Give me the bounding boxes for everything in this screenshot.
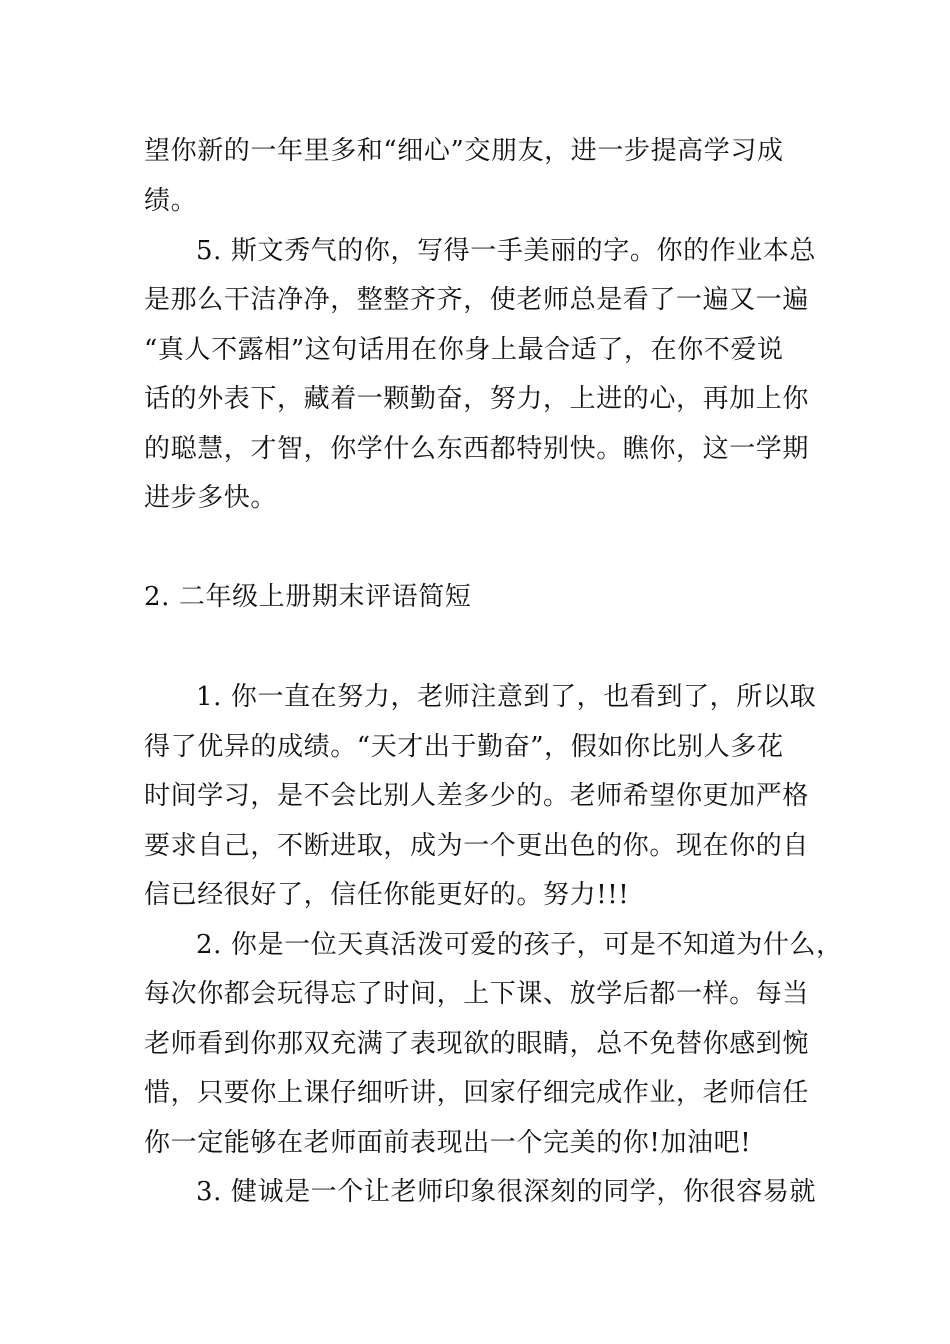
item-5-line: 5. 斯文秀气的你，写得一手美丽的字。你的作业本总 bbox=[196, 236, 817, 266]
item-2-line: 老师看到你那双充满了表现欲的眼睛，总不免替你感到惋 bbox=[144, 1029, 810, 1059]
item-5-line: “真人不露相”这句话用在你身上最合适了，在你不爱说 bbox=[144, 335, 784, 365]
item-5-line: 的聪慧，才智，你学什么东西都特别快。瞧你，这一学期 bbox=[144, 434, 810, 464]
item-3-line: 3. 健诚是一个让老师印象很深刻的同学，你很容易就 bbox=[196, 1177, 817, 1207]
item-1-line: 要求自己，不断进取，成为一个更出色的你。现在你的自 bbox=[144, 831, 810, 861]
item-5-line: 话的外表下，藏着一颗勤奋，努力，上进的心，再加上你 bbox=[144, 384, 810, 414]
item-2-line: 惜，只要你上课仔细听讲，回家仔细完成作业，老师信任 bbox=[144, 1078, 810, 1108]
item-1-line: 信已经很好了，信任你能更好的。努力!!! bbox=[144, 880, 630, 910]
item-2-line: 2. 你是一位天真活泼可爱的孩子，可是不知道为什么， bbox=[196, 930, 843, 960]
item-1-line: 1. 你一直在努力，老师注意到了，也看到了，所以取 bbox=[196, 682, 817, 712]
item-1-line: 时间学习，是不会比别人差多少的。老师希望你更加严格 bbox=[144, 781, 810, 811]
item-5-line: 进步多快。 bbox=[144, 483, 278, 513]
item-2-line: 你一定能够在老师面前表现出一个完美的你!加油吧! bbox=[144, 1128, 752, 1158]
paragraph-line: 绩。 bbox=[144, 186, 198, 216]
item-5-line: 是那么干洁净净，整整齐齐，使老师总是看了一遍又一遍 bbox=[144, 285, 810, 315]
paragraph-line: 望你新的一年里多和“细心”交朋友，进一步提高学习成 bbox=[144, 136, 784, 166]
item-1-line: 得了优异的成绩。“天才出于勤奋”，假如你比别人多花 bbox=[144, 732, 784, 762]
section-heading: 2. 二年级上册期末评语简短 bbox=[144, 582, 472, 612]
item-2-line: 每次你都会玩得忘了时间，上下课、放学后都一样。每当 bbox=[144, 979, 810, 1009]
